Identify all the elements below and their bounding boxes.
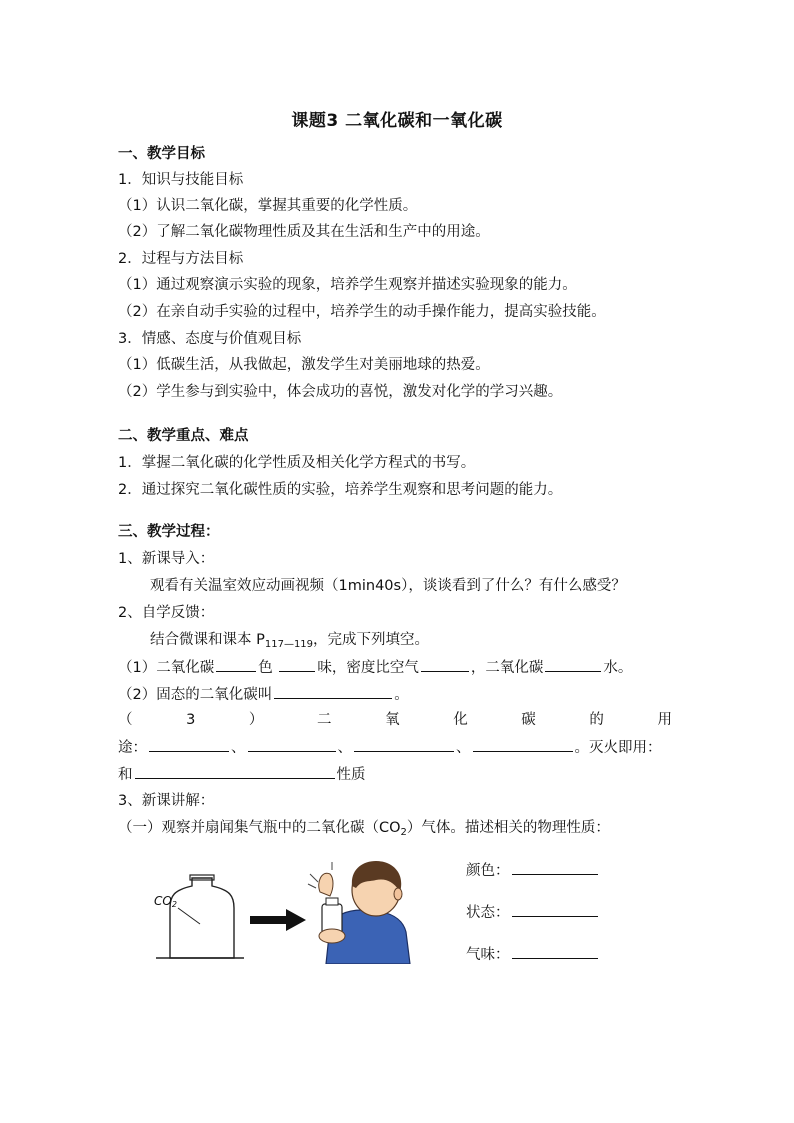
objective-2-item-1: （1）通过观察演示实验的现象，培养学生观察并描述实验现象的能力。 — [118, 277, 577, 293]
right-arrow-icon — [250, 909, 306, 931]
bottle-co2-label: CO2 — [154, 894, 177, 909]
property-state: 状态： — [466, 902, 600, 923]
dry-ice-blank[interactable] — [274, 684, 392, 699]
objective-3: 3．情感、态度与价值观目标 — [118, 331, 302, 347]
use-blank-4[interactable] — [473, 737, 573, 752]
step-3-heading: 3、新课讲解： — [118, 793, 215, 809]
page-title: 课题3 二氧化碳和一氧化碳 — [291, 111, 503, 131]
student-smelling-illustration — [306, 852, 418, 964]
step-2-heading: 2、自学反馈： — [118, 605, 215, 621]
objective-3-item-1: （1）低碳生活，从我做起，激发学生对美丽地球的热爱。 — [118, 357, 490, 373]
use-blank-2[interactable] — [248, 737, 336, 752]
section-heading-objectives: 一、教学目标 — [118, 146, 205, 162]
gas-bottle-illustration — [148, 872, 248, 964]
objective-1-item-2: （2）了解二氧化碳物理性质及其在生活和生产中的用途。 — [118, 224, 490, 240]
objective-1: 1．知识与技能目标 — [118, 172, 244, 188]
density-blank[interactable] — [421, 657, 469, 672]
section-heading-key-points: 二、教学重点、难点 — [118, 428, 249, 444]
objective-1-item-1: （1）认识二氧化碳，掌握其重要的化学性质。 — [118, 198, 418, 214]
key-point-2: 2．通过探究二氧化碳性质的实验，培养学生观察和思考问题的能力。 — [118, 482, 563, 498]
use-blank-3[interactable] — [354, 737, 454, 752]
property-color: 颜色： — [466, 860, 600, 881]
objective-2: 2．过程与方法目标 — [118, 251, 244, 267]
objective-2-item-2: （2）在亲自动手实验的过程中，培养学生的动手操作能力，提高实验技能。 — [118, 304, 606, 320]
question-3-line-1: （ 3 ） 二 氧 化 碳 的 用 — [118, 712, 672, 728]
step-1-text: 观看有关温室效应动画视频（1min40s），谈谈看到了什么？有什么感受？ — [150, 578, 626, 594]
property-state-blank[interactable] — [512, 902, 598, 917]
smell-blank[interactable] — [279, 657, 315, 672]
question-3-line-3: 和 性质 — [118, 764, 366, 785]
fire-property-blank[interactable] — [135, 764, 335, 779]
question-1: （1）二氧化碳 色 味，密度比空气 ，二氧化碳 水。 — [118, 657, 632, 678]
property-color-blank[interactable] — [512, 860, 598, 875]
objective-3-item-2: （2）学生参与到实验中，体会成功的喜悦，激发对化学的学习兴趣。 — [118, 384, 563, 400]
color-blank[interactable] — [216, 657, 256, 672]
question-3-line-2: 途： 、 、 、 。灭火即用： — [118, 737, 662, 758]
step-3-text: （一）观察并扇闻集气瓶中的二氧化碳$(CO_2)$气体。描述相关的物理性质： — [118, 820, 610, 838]
step-2-text: 结合微课和课本 $P_{117—119}$，完成下列填空。 — [150, 632, 430, 650]
key-point-1: 1．掌握二氧化碳的化学性质及相关化学方程式的书写。 — [118, 455, 476, 471]
question-2: （2）固态的二氧化碳叫 。 — [118, 684, 409, 705]
section-heading-process: 三、教学过程： — [118, 524, 220, 540]
property-smell-blank[interactable] — [512, 944, 598, 959]
use-blank-1[interactable] — [149, 737, 229, 752]
solubility-blank[interactable] — [545, 657, 601, 672]
step-1-heading: 1、新课导入： — [118, 551, 215, 567]
property-smell: 气味： — [466, 944, 600, 965]
